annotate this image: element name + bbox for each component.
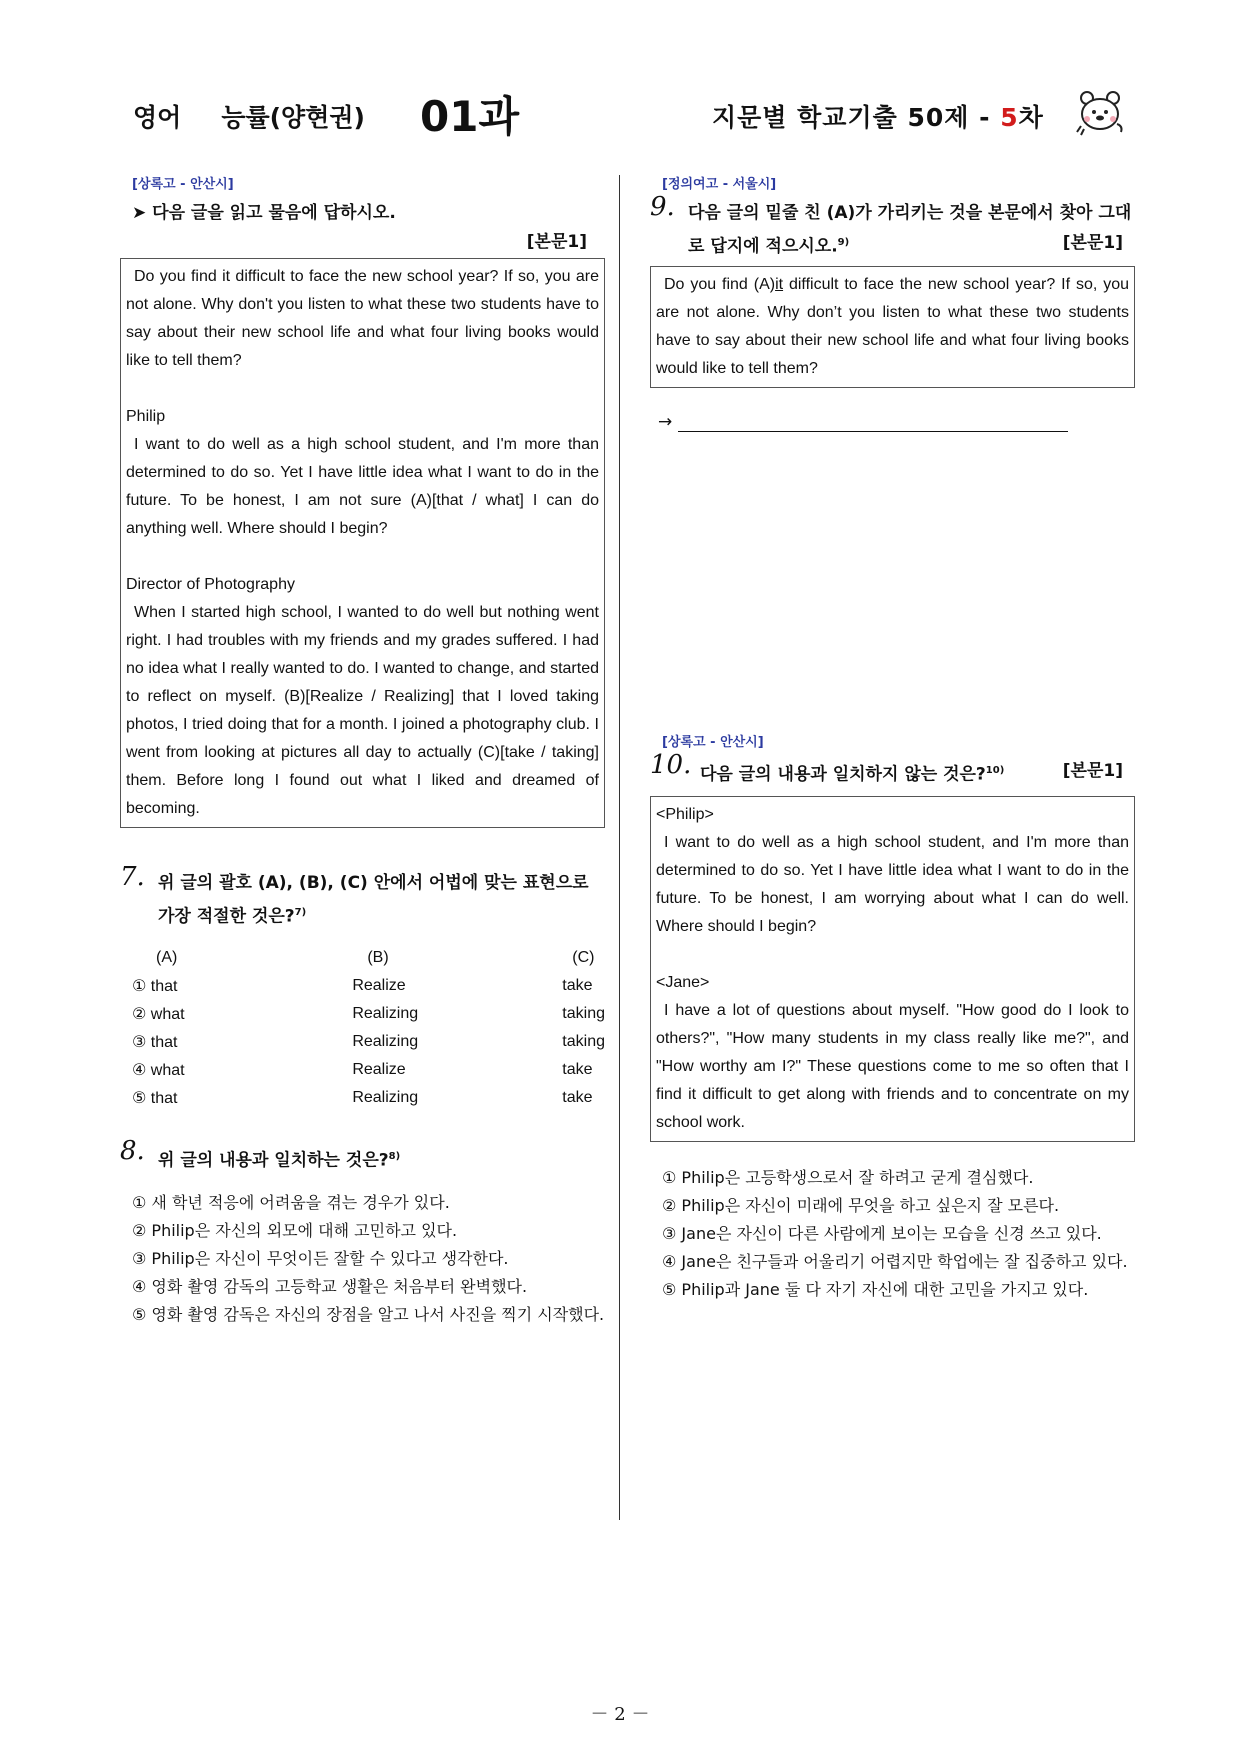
passage-director: When I started high school, I wanted to do well but nothing went right. I had troubles with my friends and my grades suffered. I had no idea what I really wanted to do. I wanted to change, and started to reflect on myself. (B)[Realize / Realizing] that I loved taking photos, I tried doing that for a month. I joined a photography club. I went from looking at pictures all day to actually (C)[take / taking] them. Before long I found out what I liked and dreamed of becoming. — [126, 604, 599, 817]
passage-post: difficult to face the new school year? If so, you are not alone. Why don’t you listen to what these two students have to say about their new school life and what four living books would like to tell them? — [656, 275, 1129, 377]
question-text: 위 글의 내용과 일치하는 것은? — [158, 1150, 389, 1171]
choice-c: take — [562, 1060, 593, 1078]
choice-row[interactable] — [132, 972, 605, 1000]
reading-passage — [120, 258, 605, 828]
instruction: ➤ 다음 글을 읽고 물음에 답하시오. — [132, 203, 396, 223]
choice-b: Realizing — [352, 1088, 419, 1106]
publisher-label: 능률(양현권) — [221, 103, 365, 132]
bear-mascot-icon — [1075, 88, 1125, 136]
choice-b: Realize — [352, 1060, 406, 1078]
choice-c: taking — [562, 1004, 605, 1022]
passage-text — [656, 271, 1129, 383]
choice-row[interactable] — [132, 1000, 605, 1028]
reading-passage — [650, 796, 1135, 1142]
question-text: 다음 글의 내용과 일치하지 않는 것은? — [700, 764, 986, 785]
question-10-block — [650, 731, 1135, 1304]
choice-table — [132, 944, 605, 1112]
question-10 — [650, 750, 1135, 790]
passage-jane: I have a lot of questions about myself. "How good do I look to others?", "How many students in my class really like me?", and "How worthy am I?" These questions come to me so often that I find it difficult to get along with friends and to concentrate on my school work. — [656, 1001, 1129, 1131]
question-7 — [120, 862, 605, 932]
underlined-word: it — [775, 275, 784, 293]
choice-b: Realizing — [352, 1004, 419, 1022]
option-1[interactable]: ① Philip은 고등학생으로서 잘 하려고 굳게 결심했다. — [662, 1167, 1034, 1187]
question-number: 9. — [650, 192, 675, 222]
passage-intro: Do you find it difficult to face the new school year? If so, you are not alone. Why don't you listen to what these two students have to say about their new school life and what four living books would like to tell them? — [126, 268, 599, 369]
question-number: 7. — [120, 862, 145, 892]
question-text: 다음 글의 밑줄 친 (A)가 가리키는 것을 본문에서 찾아 그대로 답지에 적으시오. — [688, 203, 1132, 257]
option-4[interactable]: ④ 영화 촬영 감독의 고등학교 생활은 처음부터 완벽했다. — [132, 1277, 528, 1297]
choice-row[interactable] — [132, 1056, 605, 1084]
passage-speaker-philip: <Philip> — [656, 805, 714, 823]
footnote-mark: 9) — [837, 237, 850, 248]
arrow-icon: → — [658, 411, 673, 432]
choice-row[interactable] — [132, 1028, 605, 1056]
passage-tag: [본문1] — [1062, 761, 1123, 781]
series-round: 5 — [1000, 103, 1019, 132]
footnote-mark: 8) — [388, 1150, 401, 1162]
reading-passage — [650, 266, 1135, 388]
option-5[interactable]: ⑤ 영화 촬영 감독은 자신의 장점을 알고 나서 사진을 찍기 시작했다. — [132, 1305, 605, 1325]
left-column — [120, 173, 605, 1329]
passage-tag: [본문1] — [1062, 233, 1123, 253]
passage-pre: Do you find — [664, 275, 754, 293]
option-3[interactable]: ③ Jane은 자신이 다른 사람에게 보이는 모습을 신경 쓰고 있다. — [662, 1223, 1102, 1243]
question-number: 10. — [650, 750, 692, 780]
option-2[interactable]: ② Philip은 자신의 외모에 대해 고민하고 있다. — [132, 1221, 458, 1241]
passage-speaker-philip: Philip — [126, 408, 166, 425]
option-4[interactable]: ④ Jane은 친구들과 어울리기 어렵지만 학업에는 잘 집중하고 있다. — [662, 1251, 1128, 1271]
page-number: － 2 － — [590, 1704, 650, 1725]
question-8 — [120, 1135, 605, 1176]
column-divider — [619, 175, 620, 1520]
answer-options — [132, 1189, 605, 1329]
header-left — [133, 98, 405, 134]
question-number: 8. — [120, 1135, 145, 1166]
header-a: (A) — [156, 948, 178, 966]
source-label: [정의여고 - 서울시] — [662, 177, 777, 192]
series-title — [712, 98, 1044, 134]
answer-line[interactable] — [658, 412, 1135, 432]
choice-a: ③ that — [132, 1033, 178, 1051]
choice-c: take — [562, 1088, 593, 1106]
question-text: 위 글의 괄호 (A), (B), (C) 안에서 어법에 맞는 표현으로 가장 적절한 것은? — [158, 873, 589, 927]
passage-tag: [본문1] — [526, 232, 587, 252]
choice-c: take — [562, 976, 593, 994]
passage-speaker-director: Director of Photography — [126, 576, 295, 593]
series-suffix: 차 — [1018, 103, 1044, 132]
answer-options — [662, 1164, 1135, 1304]
option-5[interactable]: ⑤ Philip과 Jane 둘 다 자기 자신에 대한 고민을 가지고 있다. — [662, 1279, 1089, 1299]
choice-b: Realizing — [352, 1032, 419, 1050]
passage-philip: I want to do well as a high school student, and I'm more than determined to do so. Yet I have little idea what I want to do in the future. To be honest, I am not sure (A)[that / what] I can do anything well. Where should I begin? — [126, 436, 599, 537]
choice-a: ④ what — [132, 1061, 185, 1079]
option-2[interactable]: ② Philip은 자신이 미래에 무엇을 하고 싶은지 잘 모른다. — [662, 1195, 1060, 1215]
passage-speaker-jane: <Jane> — [656, 973, 710, 991]
choice-b: Realize — [352, 976, 406, 994]
question-9 — [650, 192, 1135, 262]
subject-label: 영어 — [133, 103, 182, 132]
choice-header-row — [132, 944, 605, 972]
choice-c: taking — [562, 1032, 605, 1050]
header-c: (C) — [572, 948, 595, 966]
option-1[interactable]: ① 새 학년 적응에 어려움을 겪는 경우가 있다. — [132, 1193, 450, 1213]
choice-a: ① that — [132, 977, 178, 995]
passage-marker: (A) — [753, 275, 776, 293]
choice-a: ⑤ that — [132, 1089, 178, 1107]
lesson-title: 01과 — [420, 92, 520, 141]
page-header — [0, 78, 1240, 148]
choice-row[interactable] — [132, 1084, 605, 1112]
answer-blank[interactable] — [678, 415, 1068, 432]
right-column — [650, 173, 1135, 1299]
passage-philip: I want to do well as a high school student, and I'm more than determined to do so. Yet I have little idea what I want to do in the future. To be honest, I am worrying about what I can do well. Where should I begin? — [656, 833, 1129, 935]
series-prefix: 지문별 학교기출 50제 - — [712, 103, 1001, 132]
footnote-mark: 10) — [985, 765, 1005, 776]
choice-a: ② what — [132, 1005, 185, 1023]
header-b: (B) — [367, 948, 389, 966]
source-label: [상록고 - 안산시] — [662, 735, 764, 750]
source-label: [상록고 - 안산시] — [132, 177, 234, 192]
footnote-mark: 7) — [294, 907, 307, 918]
option-3[interactable]: ③ Philip은 자신이 무엇이든 잘할 수 있다고 생각한다. — [132, 1249, 509, 1269]
